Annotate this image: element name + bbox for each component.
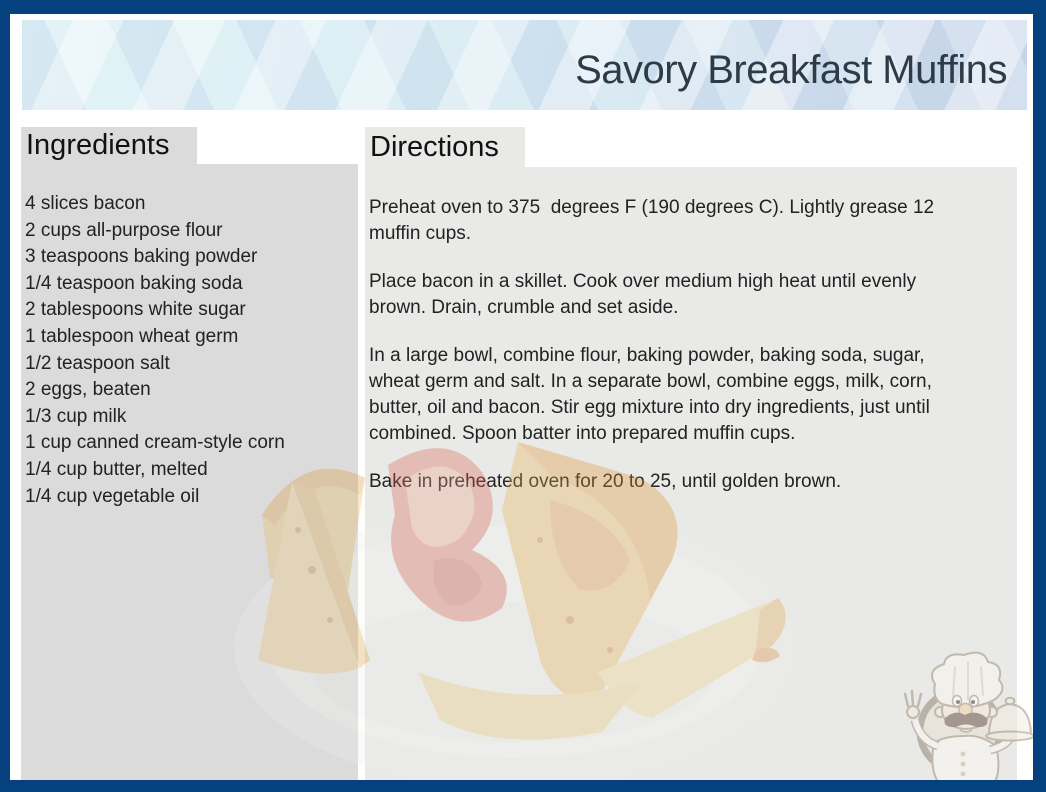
- directions-line: Preheat oven to 375 degrees F (190 degrees C). Lightly grease 12: [369, 197, 935, 218]
- directions-step-3: [369, 343, 999, 447]
- ingredient-item: 1/4 cup vegetable oil: [25, 485, 200, 507]
- directions-panel: [365, 167, 1017, 780]
- ingredient-item: 2 cups all-purpose flour: [25, 219, 223, 241]
- directions-step-4: [369, 469, 999, 495]
- ingredient-item: 1/3 cup milk: [25, 405, 127, 427]
- ingredient-item: 1/4 cup butter, melted: [25, 458, 208, 480]
- directions-line: muffin cups.: [369, 223, 472, 244]
- directions-line: Place bacon in a skillet. Cook over medium high heat until evenly: [369, 271, 917, 292]
- ingredient-item: 1/2 teaspoon salt: [25, 352, 170, 374]
- directions-step-1: [369, 195, 999, 247]
- directions-heading: Directions: [365, 127, 525, 167]
- directions-line: wheat germ and salt. In a separate bowl, combine eggs, milk, corn,: [369, 371, 932, 392]
- page-body: [10, 14, 1033, 780]
- ingredients-heading: Ingredients: [21, 127, 197, 164]
- ingredient-item: 1 cup canned cream-style corn: [25, 432, 285, 454]
- page-title: Savory Breakfast Muffins: [575, 47, 1007, 92]
- header-band: [22, 20, 1027, 110]
- ingredient-item: 2 eggs, beaten: [25, 379, 151, 401]
- directions-line: combined. Spoon batter into prepared muffin cups.: [369, 423, 796, 444]
- ingredient-item: 2 tablespoons white sugar: [25, 299, 246, 321]
- ingredient-item: 1 tablespoon wheat germ: [25, 325, 239, 347]
- directions-line: Bake in preheated oven for 20 to 25, until golden brown.: [369, 471, 842, 492]
- ingredient-item: 4 slices bacon: [25, 193, 146, 214]
- ingredient-item: 1/4 teaspoon baking soda: [25, 272, 243, 294]
- directions-line: butter, oil and bacon. Stir egg mixture into dry ingredients, just until: [369, 397, 930, 418]
- directions-step-2: [369, 269, 999, 321]
- ingredients-panel: [21, 164, 358, 780]
- directions-line: brown. Drain, crumble and set aside.: [369, 297, 679, 318]
- directions-line: In a large bowl, combine flour, baking powder, baking soda, sugar,: [369, 345, 925, 366]
- ingredient-item: 3 teaspoons baking powder: [25, 246, 258, 268]
